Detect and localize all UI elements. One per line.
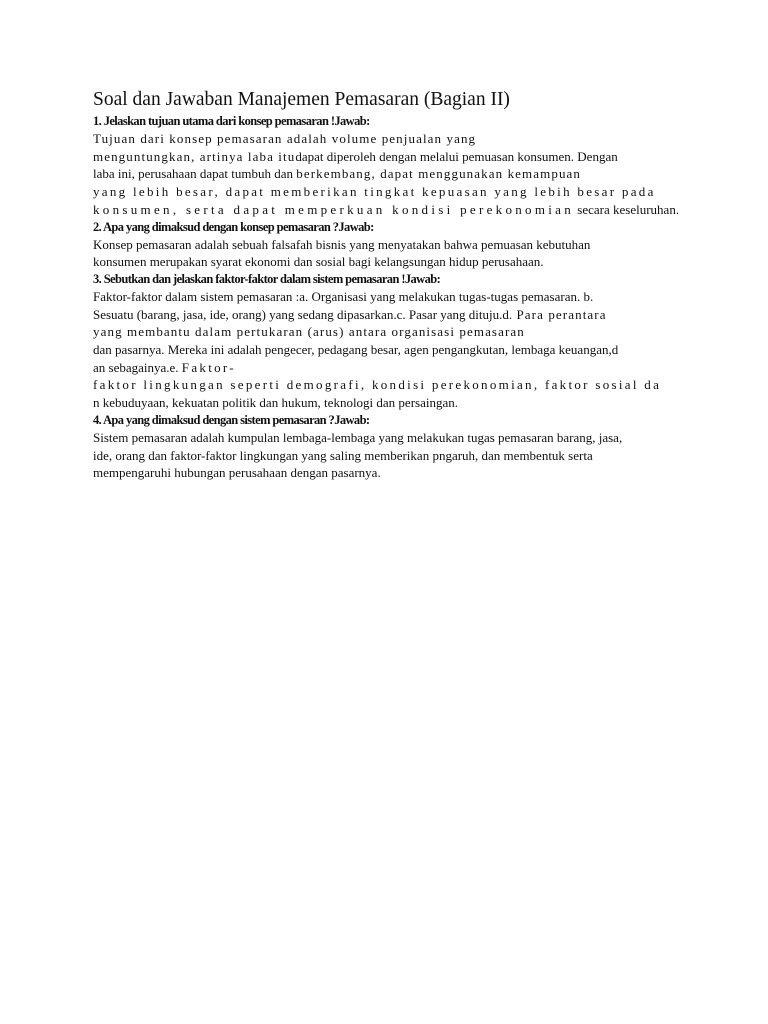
answer-1-line-5: konsumen, serta dapat memperkuan kondisi perekonomian secara keseluruhan.: [93, 201, 680, 217]
document-title: Soal dan Jawaban Manajemen Pemasaran (Bagian II): [93, 89, 510, 110]
answer-3-line-4: dan pasarnya. Mereka ini adalah pengecer, pedagang besar, agen pengangkutan, lembaga keuangan,d: [93, 342, 619, 358]
answer-1-line-2: menguntungkan, artinya laba itudapat diperoleh dengan melalui pemuasan konsumen. Dengan: [93, 148, 618, 164]
answer-3-line-6: faktor lingkungan seperti demografi, kondisi perekonomian, faktor sosial da: [93, 377, 662, 393]
answer-4-line-3: mempengaruhi hubungan perusahaan dengan pasarnya.: [93, 465, 381, 481]
answer-3-line-2: Sesuatu (barang, jasa, ide, orang) yang sedang dipasarkan.c. Pasar yang dituju.d. Para perantara: [93, 306, 607, 322]
answer-3-line-7: n kebuduyaan, kekuatan politik dan hukum, teknologi dan persaingan.: [93, 395, 458, 411]
answer-3-line-1: Faktor-faktor dalam sistem pemasaran :a. Organisasi yang melakukan tugas-tugas pemasaran. b.: [93, 288, 594, 304]
answer-4-line-1: Sistem pemasaran adalah kumpulan lembaga-lembaga yang melakukan tugas pemasaran barang, jasa,: [93, 429, 623, 445]
answer-1-line-4: yang lebih besar, dapat memberikan tingkat kepuasan yang lebih besar pada: [93, 184, 656, 200]
question-3: 3. Sebutkan dan jelaskan faktor-faktor dalam sistem pemasaran !Jawab:: [93, 271, 441, 286]
answer-3-line-3: yang membantu dalam pertukaran (arus) antara organisasi pemasaran: [93, 324, 525, 340]
answer-4-line-2: ide, orang dan faktor-faktor lingkungan yang saling memberikan pngaruh, dan membentuk serta: [93, 447, 593, 463]
question-2: 2. Apa yang dimaksud dengan konsep pemasaran ?Jawab:: [93, 219, 374, 234]
answer-2-line-1: Konsep pemasaran adalah sebuah falsafah bisnis yang menyatakan bahwa pemuasan kebutuhan: [93, 236, 591, 252]
answer-1-line-3: laba ini, perusahaan dapat tumbuh dan berkembang, dapat menggunakan kemampuan: [93, 166, 582, 182]
answer-1-line-1: Tujuan dari konsep pemasaran adalah volume penjualan yang: [93, 131, 477, 146]
question-1: 1. Jelaskan tujuan utama dari konsep pemasaran !Jawab:: [93, 114, 370, 128]
answer-2-line-2: konsumen merupakan syarat ekonomi dan sosial bagi kelangsungan hidup perusahaan.: [93, 254, 544, 270]
question-4: 4. Apa yang dimaksud dengan sistem pemasaran ?Jawab:: [93, 412, 370, 427]
document-page: [93, 88, 680, 482]
answer-3-line-5: an sebagainya.e. Faktor-: [93, 359, 236, 375]
